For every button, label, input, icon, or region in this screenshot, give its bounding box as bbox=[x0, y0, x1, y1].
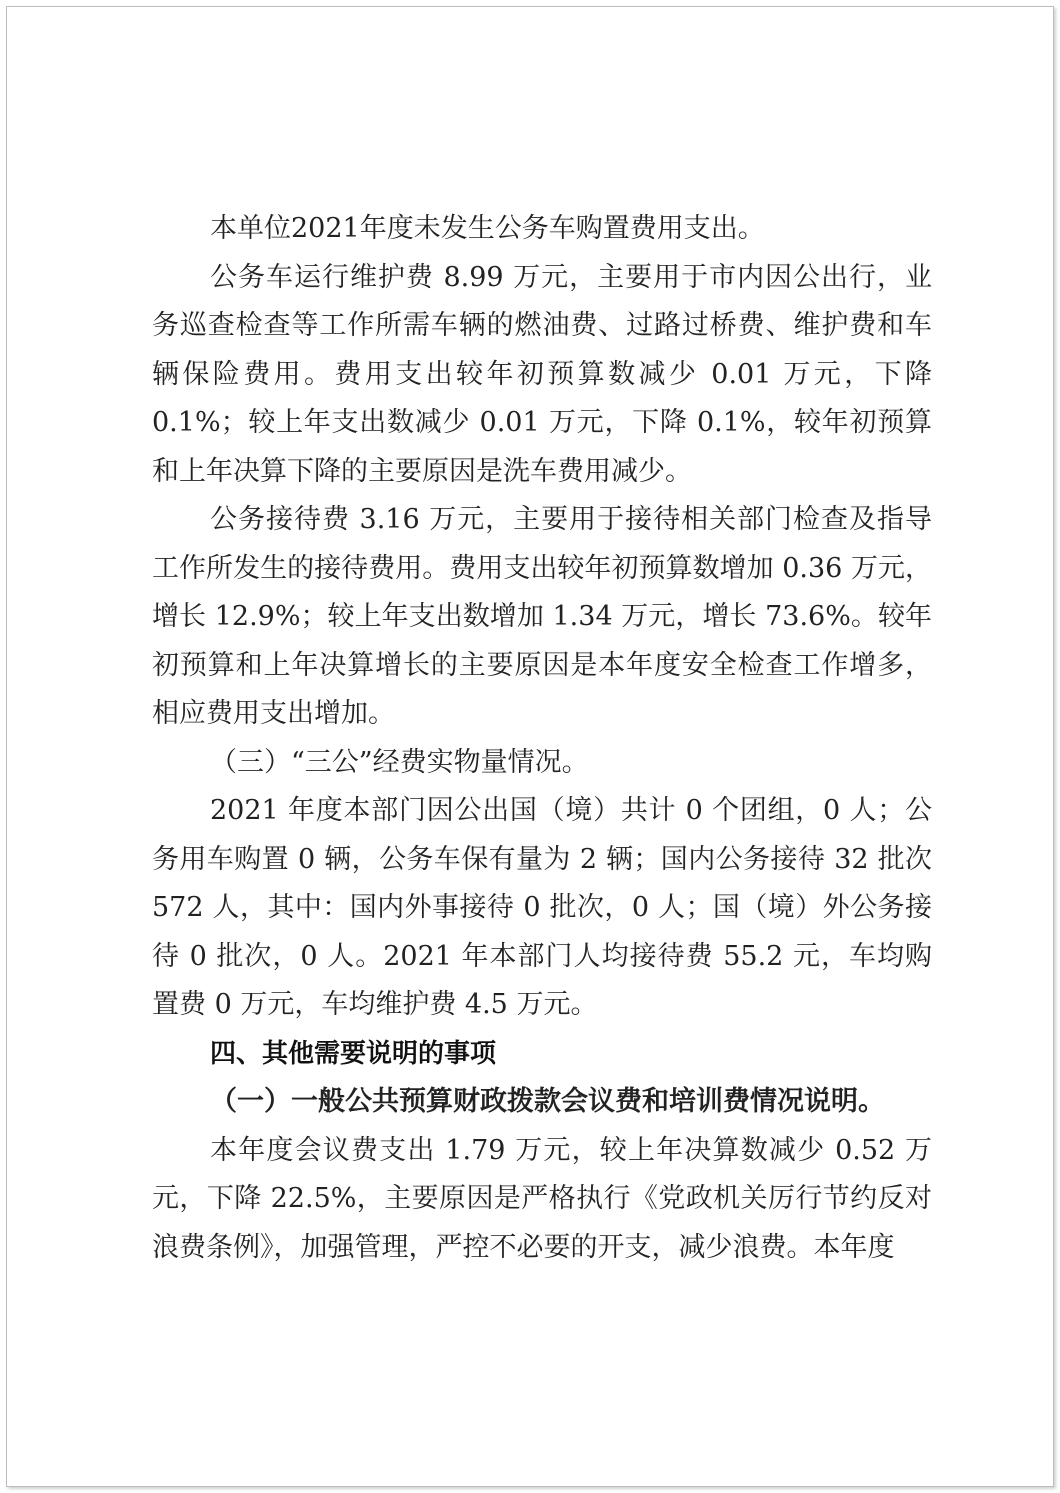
paragraph-vehicle-maintenance: 公务车运行维护费 8.99 万元，主要用于市内因公出行，业务巡查检查等工作所需车辆的燃油费、过路过桥费、维护费和车辆保险费用。费用支出较年初预算数减少 0.01 万元，下降0.1%；较上年支出数减少 0.01 万元，下降 0.1%，较年初预算和上年决算下降的主要原因是洗车费用减少。 bbox=[152, 261, 932, 487]
paragraph-meeting-expense: 本年度会议费支出 1.79 万元，较上年决算数减少 0.52 万元，下降 22.5%，主要原因是严格执行《党政机关厉行节约反对浪费条例》，加强管理，严控不必要的开支，减少浪费。本年度 bbox=[152, 1134, 932, 1263]
document-page bbox=[6, 6, 1054, 1487]
paragraph-vehicle-purchase: 本单位2021年度未发生公务车购置费用支出。 bbox=[210, 213, 765, 244]
section-heading-other-matters: 四、其他需要说明的事项 bbox=[210, 1038, 497, 1069]
paragraph-physical-quantities: 2021 年度本部门因公出国（境）共计 0 个团组，0 人；公务用车购置 0 辆，公务车保有量为 2 辆；国内公务接待 32 批次572 人，其中：国内外事接待 0 批次，0 人；国（境）外公务接待 0 批次，0 人。2021 年本部门人均接待费 55.2 元，车均购置费 0 万元，车均维护费 4.5 万元。 bbox=[152, 795, 932, 1020]
subheading-three-public-quantities: （三）“三公”经费实物量情况。 bbox=[210, 746, 589, 778]
paragraph-reception-expense: 公务接待费 3.16 万元，主要用于接待相关部门检查及指导工作所发生的接待费用。费用支出较年初预算数增加 0.36 万元，增长 12.9%；较上年支出数增加 1.34 万元，增长 73.6%。较年初预算和上年决算增长的主要原因是本年度安全检查工作增多，相应费用支出增加。 bbox=[152, 504, 932, 729]
document-body bbox=[152, 205, 932, 1272]
subheading-meeting-training: （一）一般公共预算财政拨款会议费和培训费情况说明。 bbox=[210, 1086, 885, 1117]
